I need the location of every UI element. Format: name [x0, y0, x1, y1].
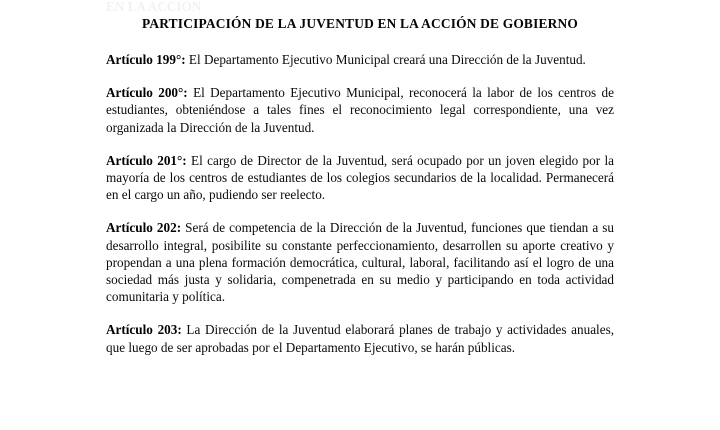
- article-label-202: Artículo 202:: [106, 220, 182, 236]
- page-title: PARTICIPACIÓN DE LA JUVENTUD EN LA ACCIÓN DE GOBIERNO: [142, 16, 578, 31]
- article-body-201: El cargo de Director de la Juventud, será ocupado por un joven elegido por la mayoría de los centros de estudiantes de los colegios secundarios de la localidad. Permanecerá en el cargo un año, pudiendo ser reelecto.: [106, 152, 614, 203]
- document-page: [106, 0, 614, 356]
- article-body-200: El Departamento Ejecutivo Municipal, reconocerá la labor de los centros de estudiantes, obteniéndose a tales fines el reconocimiento legal correspondiente, una vez organizada la Dirección de la Juventud.: [106, 85, 615, 135]
- article-body-203: La Dirección de la Juventud elaborará planes de trabajo y actividades anuales, que luego de ser aprobadas por el Departamento Ejecutivo, se harán públicas.: [106, 322, 615, 355]
- article-paragraph-199: [106, 51, 614, 68]
- article-paragraph-203: [106, 321, 614, 355]
- article-paragraph-201: [106, 152, 614, 204]
- article-label-203: Artículo 203:: [106, 322, 182, 338]
- article-body-202: Será de competencia de la Dirección de la Juventud, funciones que tiendan a su desarrollo integral, posibilite su constante perfeccionamiento, desarrollen su aporte creativo y propendan a una plena formación democrática, cultural, laboral, facilitando así el logro de una sociedad más justa y solidaria, compenetrada en su medio y participando en toda actividad comunitaria y política.: [106, 220, 614, 305]
- article-label-201: Artículo 201°:: [106, 152, 187, 168]
- article-paragraph-200: [106, 84, 614, 136]
- clipped-previous-line-artifact: EN LA ACCIÓN: [106, 0, 202, 14]
- article-label-199: Artículo 199°:: [106, 52, 186, 67]
- article-body-199: El Departamento Ejecutivo Municipal creará una Dirección de la Juventud.: [185, 52, 586, 67]
- article-label-200: Artículo 200°:: [106, 85, 188, 101]
- article-paragraph-202: [106, 219, 614, 305]
